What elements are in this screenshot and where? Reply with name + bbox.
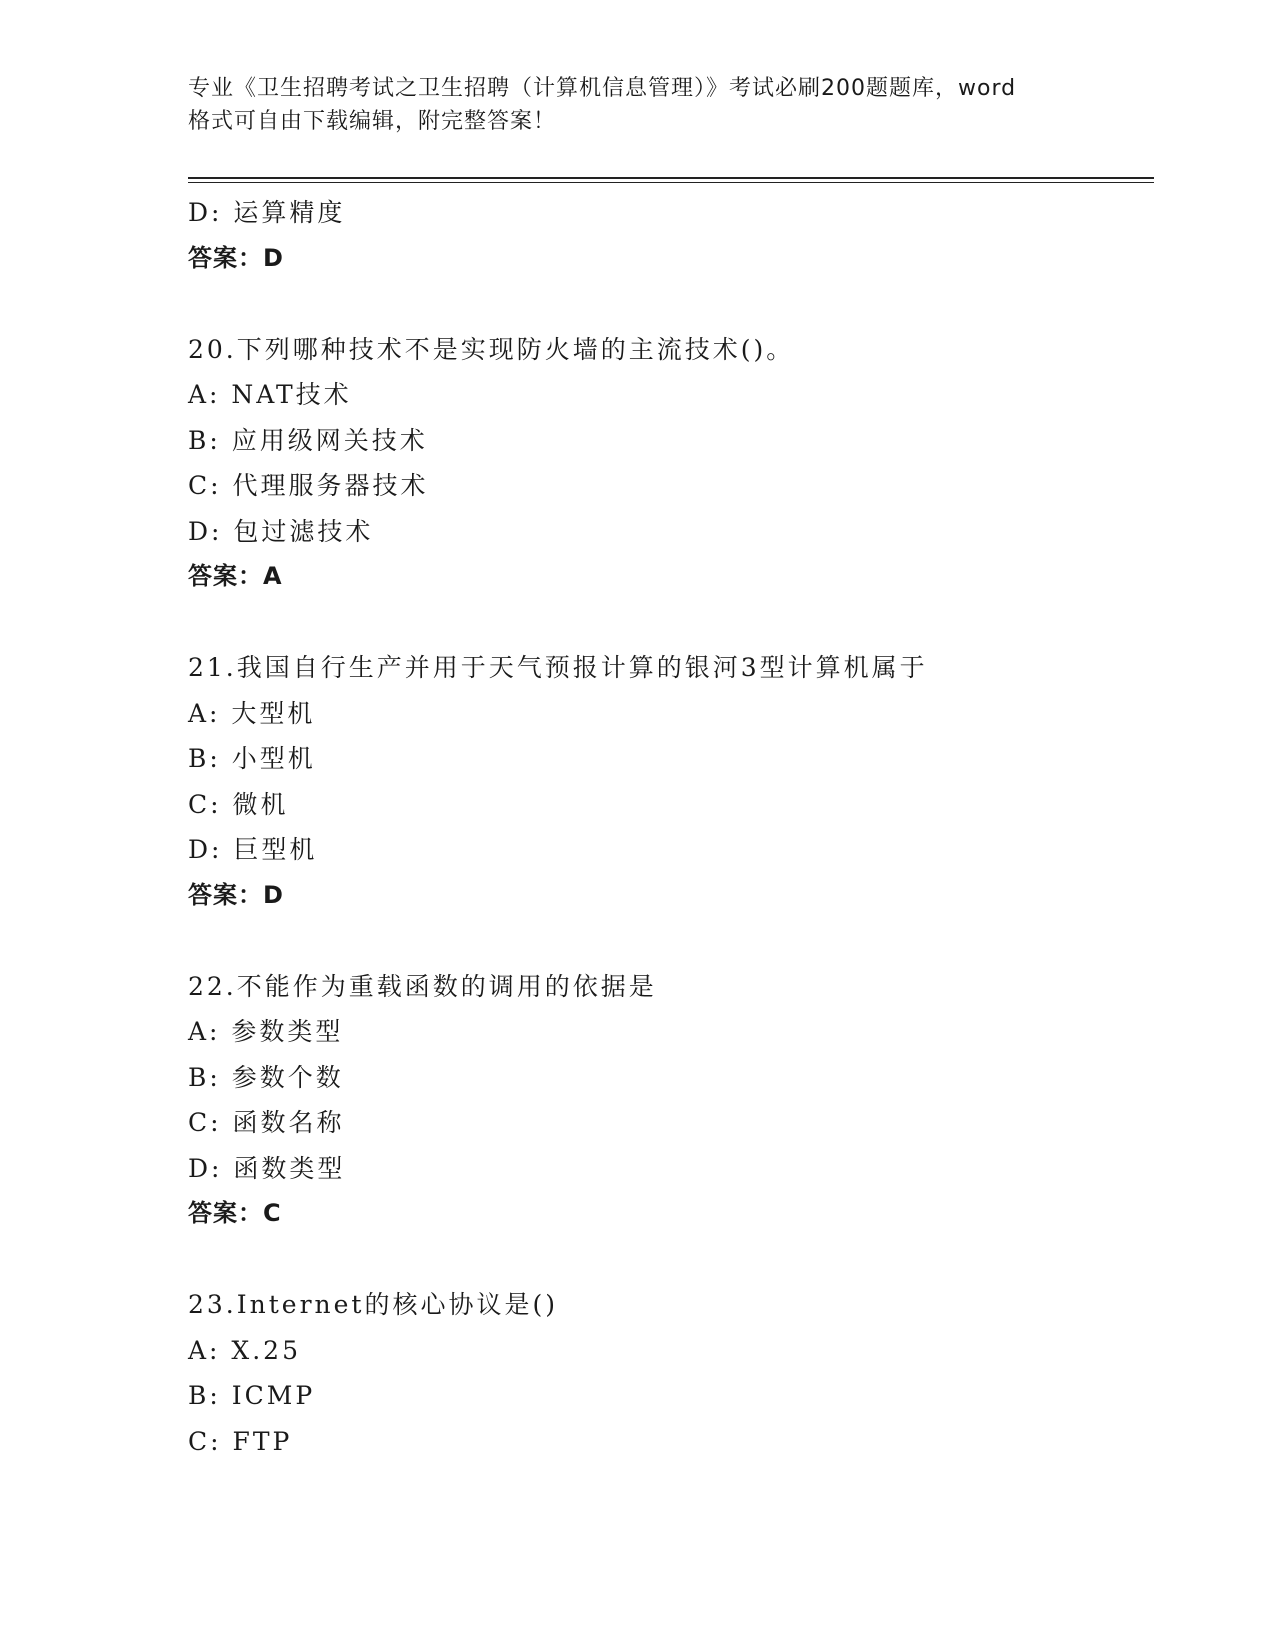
question-block-20	[188, 327, 1148, 600]
spacer	[188, 281, 1148, 327]
spacer	[188, 918, 1148, 964]
option-d: D: 包过滤技术	[188, 516, 374, 546]
spacer	[188, 600, 1148, 646]
question-text: 23.Internet的核心协议是()	[188, 1290, 558, 1319]
option-a: A: 大型机	[188, 698, 316, 728]
question-block-22	[188, 964, 1148, 1237]
option-d: D: 巨型机	[188, 835, 318, 864]
prev-option-d: D: 运算精度	[188, 198, 346, 227]
option-a: A: X.25	[188, 1335, 301, 1365]
header-divider-thin	[188, 182, 1154, 183]
question-block-21	[188, 645, 1148, 918]
option-b: B: 小型机	[188, 744, 316, 773]
header-divider-thick	[188, 177, 1154, 179]
header-line-2: 格式可自由下载编辑，附完整答案！	[188, 109, 557, 134]
answer: 答案：C	[188, 1199, 282, 1227]
option-c: C: 代理服务器技术	[188, 471, 429, 500]
answer: 答案：D	[188, 880, 284, 909]
answer: 答案：A	[188, 562, 283, 590]
document-header	[188, 72, 1088, 138]
option-d: D: 函数类型	[188, 1153, 346, 1183]
option-b: B: ICMP	[188, 1381, 316, 1410]
prev-answer: 答案：D	[188, 243, 284, 272]
question-block-23	[188, 1282, 1148, 1464]
question-text: 21.我国自行生产并用于天气预报计算的银河3型计算机属于	[188, 653, 928, 682]
question-text: 20.下列哪种技术不是实现防火墙的主流技术()。	[188, 334, 795, 364]
question-text: 22.不能作为重载函数的调用的依据是	[188, 971, 657, 1001]
option-c: C: FTP	[188, 1426, 293, 1456]
option-c: C: 微机	[188, 789, 289, 819]
option-b: B: 参数个数	[188, 1062, 344, 1092]
option-b: B: 应用级网关技术	[188, 425, 428, 455]
question-list	[188, 190, 1148, 1464]
option-a: A: 参数类型	[188, 1017, 344, 1046]
header-line-1: 专业《卫生招聘考试之卫生招聘（计算机信息管理）》考试必刷200题题库，word	[188, 76, 1017, 101]
option-c: C: 函数名称	[188, 1108, 345, 1137]
option-a: A: NAT技术	[188, 380, 352, 409]
spacer	[188, 1237, 1148, 1283]
